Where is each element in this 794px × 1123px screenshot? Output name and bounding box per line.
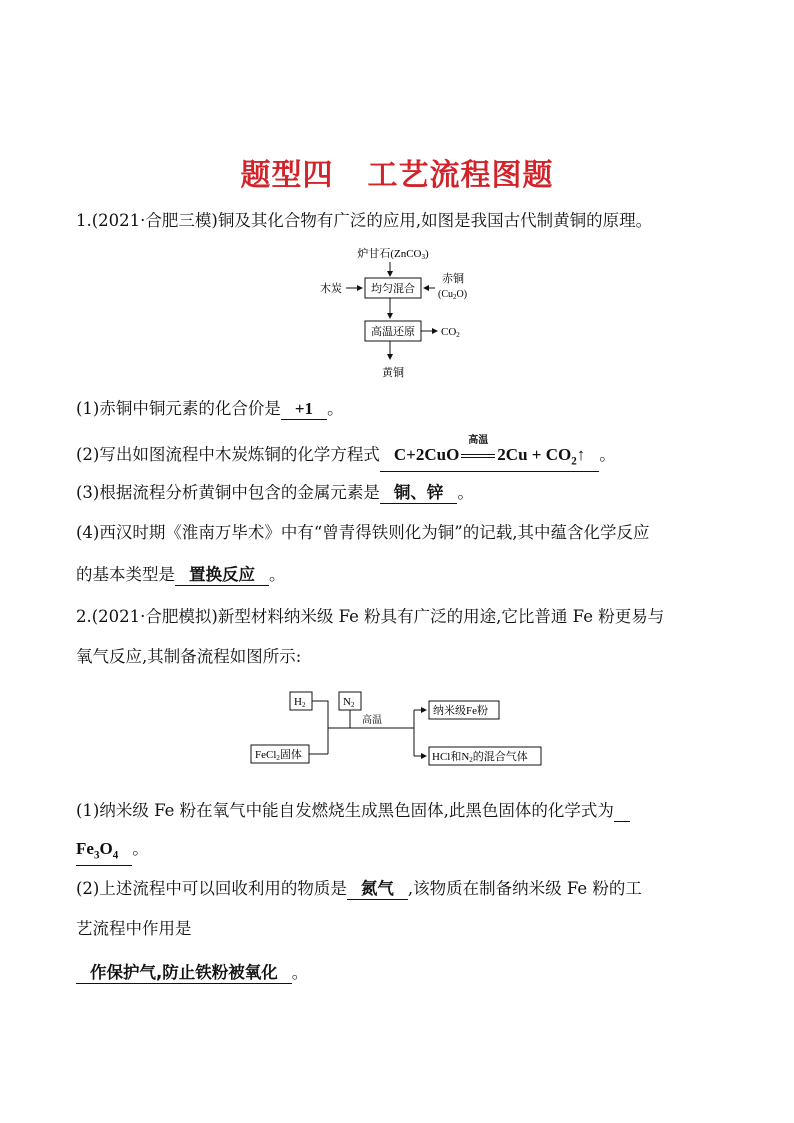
q1-answer1: +1 [281, 399, 327, 420]
q1-answer4: 置换反应 [175, 565, 269, 586]
q1-part1: (1)赤铜中铜元素的化合价是 +1 。 [76, 399, 344, 418]
q2-condition: 高温 [362, 715, 382, 726]
q2-answer2: 氮气 [347, 879, 408, 900]
q1-answer2-equation: C+2CuO 高温 $2Cu + CO_2↑$ [380, 445, 599, 472]
q2-out1-label: 纳米级Fe粉 [433, 705, 488, 717]
q2-part2-line2: 艺流程中作用是 [76, 919, 192, 938]
q1-answer3: 铜、锌 [380, 483, 458, 504]
q1-box-reduce-label: 高温还原 [371, 326, 415, 338]
q2-part2-line3: 作保护气,防止铁粉被氧化 。 [76, 962, 308, 984]
q1-left-label: 木炭 [320, 283, 342, 295]
title-part2: 工艺流程图题 [367, 158, 554, 193]
q2-answer3: 作保护气,防止铁粉被氧化 [76, 963, 292, 984]
q2-fecl2-label: FeCl2固体 [255, 749, 302, 762]
q1-right-label2: $(Cu_2O)$ [438, 289, 468, 301]
q1-part4-line1: (4)西汉时期《淮南万毕术》中有“曾青得铁则化为铜”的记载,其中蕴含化学反应 [76, 523, 650, 542]
q1-box-mix-label: 均匀混合 [371, 283, 415, 295]
q2-line-h2 [312, 701, 328, 754]
q2-answer1: $Fe_3O_4$ [76, 839, 132, 866]
q2-part2-line1: (2)上述流程中可以回收利用的物质是 氮气 ,该物质在制备纳米级 Fe 粉的工 [76, 879, 642, 898]
title-part1: 题型四 [240, 158, 334, 193]
reaction-condition: 高温 [468, 435, 489, 446]
page-title [0, 150, 794, 194]
q2-n2-label: N2 [343, 696, 355, 709]
q2-out2-label: HCl和N2的混合气体 [432, 751, 528, 764]
q2-part1-line1: (1)纳米级 Fe 粉在氧气中能自发燃烧生成黑色固体,此黑色固体的化学式为 [76, 800, 630, 822]
q1-flow-diagram [300, 240, 500, 380]
q1-right-label1: 赤铜 [442, 273, 464, 285]
q1-part2: (2)写出如图流程中木炭炼铜的化学方程式 C+2CuO 高温 $2Cu + CO_2↑$ 。 [76, 444, 616, 472]
q1-top-label: 炉甘石(ZnCO3) [357, 248, 429, 261]
q1-part3: (3)根据流程分析黄铜中包含的金属元素是 铜、锌 。 [76, 483, 474, 502]
q1-co2-label: CO2 [441, 326, 460, 339]
q1-part4-line2: 的基本类型是 置换反应 。 [76, 565, 286, 584]
q1-stem: 1.(2021·合肥三模)铜及其化合物有广泛的应用,如图是我国古代制黄铜的原理。 [76, 211, 653, 230]
q2-stem-line1: 2.(2021·合肥模拟)新型材料纳米级 Fe 粉具有广泛的用途,它比普通 Fe 粉更易与 [76, 607, 665, 626]
q1-bottom-label: 黄铜 [382, 367, 404, 379]
q2-h2-label: H2 [294, 696, 306, 709]
q2-part1-line2: $Fe_3O_4$ 。 [76, 838, 149, 866]
q2-flow-diagram [248, 688, 548, 772]
q2-stem-line2: 氧气反应,其制备流程如图所示: [76, 647, 302, 666]
